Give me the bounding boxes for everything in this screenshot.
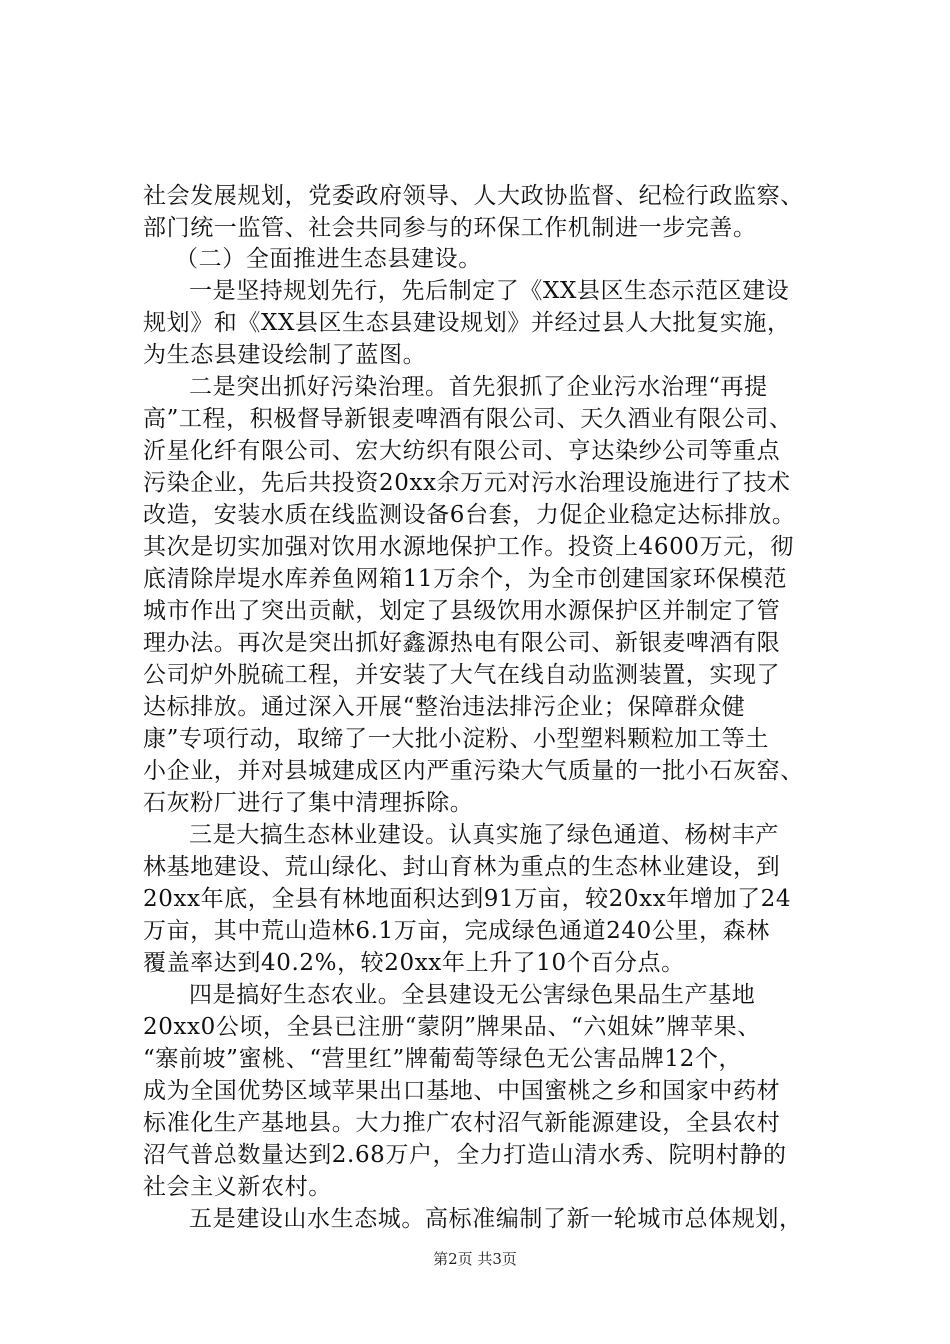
section-heading: （二）全面推进生态县建设。 — [175, 246, 482, 272]
text-line: 达标排放。通过深入开展“整治违法排污企业；保障群众健 — [143, 694, 746, 720]
text-line: 20xx0公顷，全县已注册“蒙阴”牌果品、“六姐妹”牌苹果、 — [143, 1014, 761, 1040]
text-line: 万亩，其中荒山造林6.1万亩，完成绿色通道240公里，森林 — [143, 918, 770, 944]
text-line: 三是大搞生态林业建设。认真实施了绿色通道、杨树丰产 — [189, 822, 779, 848]
text-line: 社会主义新农村。 — [143, 1174, 332, 1200]
text-line: 理办法。再次是突出抓好鑫源热电有限公司、新银麦啤酒有限 — [143, 630, 781, 656]
text-line: 底清除岸堤水库养鱼网箱11万余个，为全市创建国家环保模范 — [143, 566, 788, 592]
text-line: 为生态县建设绘制了蓝图。 — [143, 342, 427, 368]
text-line: 康”专项行动，取缔了一大批小淀粉、小型塑料颗粒加工等土 — [143, 726, 769, 752]
text-line: 四是搞好生态农业。全县建设无公害绿色果品生产基地 — [189, 982, 756, 1008]
text-line: 20xx年底，全县有林地面积达到91万亩，较20xx年增加了24 — [143, 886, 792, 912]
text-line: 标准化生产基地县。大力推广农村沼气新能源建设，全县农村 — [143, 1110, 781, 1136]
text-line: 改造，安装水质在线监测设备6台套，力促企业稳定达标排放。 — [143, 502, 796, 528]
text-line: “寨前坡”蜜桃、“营里红”牌葡萄等绿色无公害品牌12个， — [143, 1046, 743, 1072]
text-line: 城市作出了突出贡献，划定了县级饮用水源保护区并制定了管 — [143, 598, 781, 624]
text-line: 覆盖率达到40.2%，较20xx年上升了10个百分点。 — [143, 950, 685, 976]
text-line: 成为全国优势区域苹果出口基地、中国蜜桃之乡和国家中药材 — [143, 1078, 781, 1104]
text-line: 石灰粉厂进行了集中清理拆除。 — [143, 790, 474, 816]
text-line: 污染企业，先后共投资20xx余万元对污水治理设施进行了技术 — [143, 470, 791, 496]
text-line: 二是突出抓好污染治理。首先狠抓了企业污水治理“再提 — [189, 374, 768, 400]
page-number: 第2页 共3页 — [433, 1250, 517, 1268]
text-line: 小企业，并对县城建成区内严重污染大气质量的一批小石灰窑、 — [143, 758, 804, 784]
text-line: 高”工程，积极督导新银麦啤酒有限公司、天久酒业有限公司、 — [143, 406, 793, 432]
text-line: 社会发展规划，党委政府领导、人大政协监督、纪检行政监察、 — [143, 183, 804, 209]
text-line: 公司炉外脱硫工程，并安装了大气在线自动监测装置，实现了 — [143, 662, 781, 688]
text-line: 部门统一监管、社会共同参与的环保工作机制进一步完善。 — [143, 215, 757, 241]
text-line: 规划》和《XX县区生态县建设规划》并经过县人大批复实施， — [143, 310, 791, 336]
text-line: 沼气普总数量达到2.68万户，全力打造山清水秀、院明村静的 — [143, 1142, 787, 1168]
text-line: 沂星化纤有限公司、宏大纺织有限公司、亨达染纱公司等重点 — [143, 438, 781, 464]
text-line: 其次是切实加强对饮用水源地保护工作。投资上4600万元，彻 — [143, 534, 794, 560]
text-line: 一是坚持规划先行，先后制定了《XX县区生态示范区建设 — [189, 278, 790, 304]
text-line: 五是建设山水生态城。高标准编制了新一轮城市总体规划， — [189, 1206, 803, 1232]
text-line: 林基地建设、荒山绿化、封山育林为重点的生态林业建设，到 — [143, 854, 781, 880]
